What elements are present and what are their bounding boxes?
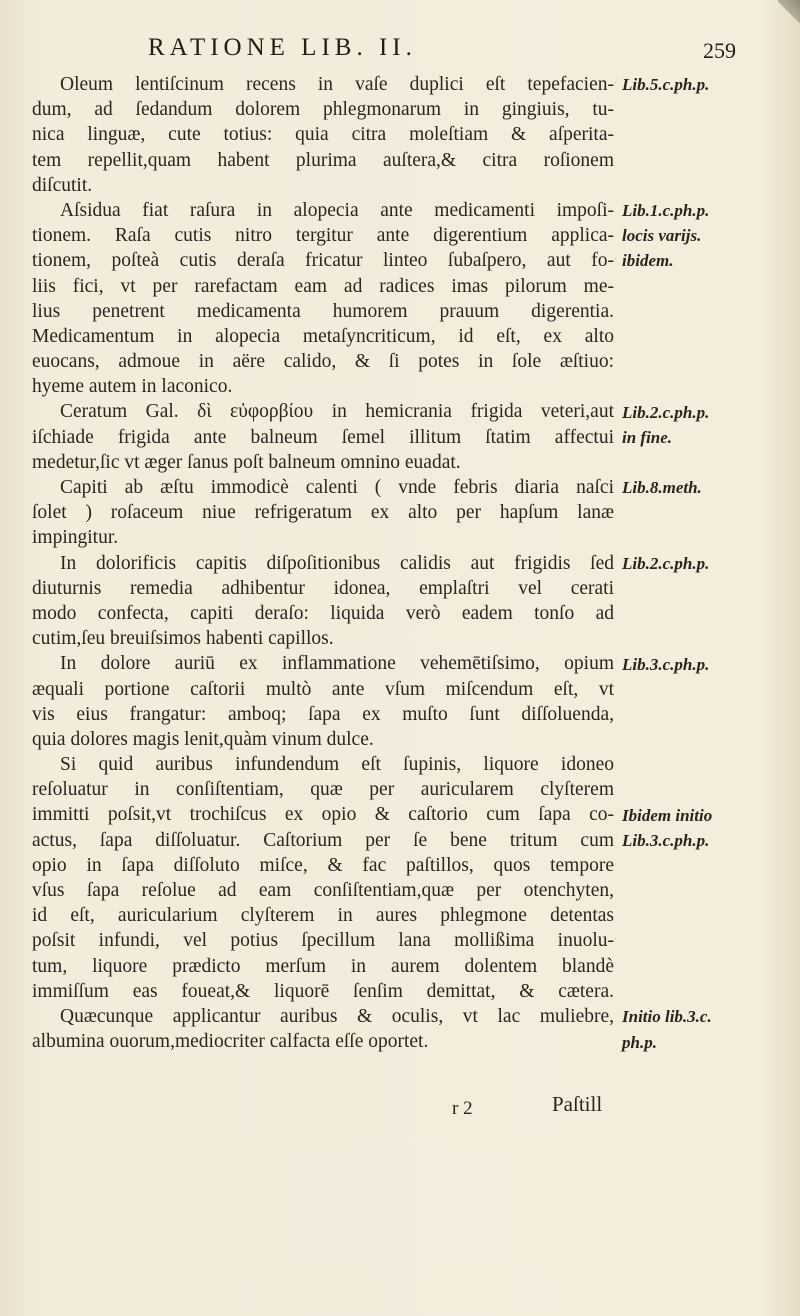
text-line: Oleum lentiſcinum recens in vaſe duplici eſt tepefacien- bbox=[60, 74, 614, 95]
margin-note: Lib.2.c.ph.p. bbox=[622, 402, 710, 422]
margin-note: in fine. bbox=[622, 427, 673, 447]
text-line: tem repellit,quam habent plurima auſtera,& citra roſionem bbox=[32, 149, 614, 171]
text-line: tionem. Raſa cutis nitro tergitur ante digerentium applica- bbox=[32, 225, 614, 247]
margin-note: ibidem. bbox=[622, 251, 674, 271]
margin-note: Lib.1.c.ph.p. bbox=[622, 201, 710, 220]
text-line: diſcutit. bbox=[32, 174, 93, 196]
text-line: vis eius frangatur: amboq; ſapa ex muſto ſunt diſſoluenda, bbox=[32, 703, 614, 725]
text-line: id eſt, auricularium clyſterem in aures phlegmone detentas bbox=[32, 905, 614, 927]
text-line: modo confecta, capiti deraſo: liquida verò eadem tonſo ad bbox=[32, 602, 614, 624]
text-line: ſolet ) roſaceum niue refrigeratum ex alto per hapſum lanæ bbox=[32, 502, 614, 524]
text-line: impingitur. bbox=[32, 527, 119, 549]
text-line: liis fici, vt per rarefactam eam ad radices imas pilorum me- bbox=[32, 275, 614, 297]
text-line: hyeme autem in laconico. bbox=[32, 376, 233, 398]
text-line: diuturnis remedia adhibentur idonea, emplaſtri vel cerati bbox=[32, 577, 614, 599]
margin-note: ph.p. bbox=[622, 1032, 657, 1052]
text-line: cutim,ſeu breuiſsimos habenti capillos. bbox=[32, 628, 334, 650]
page-number: 259 bbox=[703, 38, 736, 63]
page-corner-tab bbox=[778, 0, 800, 30]
text-line: immiſſum eas foueat,& liquorē ſenſim demittat, & cætera. bbox=[32, 980, 614, 1002]
margin-note: Lib.2.c.ph.p. bbox=[622, 553, 710, 573]
text-line: quia dolores magis lenit,quàm vinum dulce. bbox=[32, 728, 374, 750]
margin-note: Ibidem initio bbox=[622, 805, 713, 825]
text-line: Quæcunque applicantur auribus & oculis, vt lac muliebre, bbox=[60, 1005, 614, 1027]
text-line: Si quid auribus infundendum eſt ſupinis, liquore idoneo bbox=[60, 754, 614, 776]
text-line: iſchiade frigida ante balneum ſemel illitum ſtatim affectui bbox=[32, 426, 614, 448]
text-line: vſus ſapa reſolue ad eam conſiſtentiam,quæ per otenchyten, bbox=[32, 880, 614, 901]
text-line: Medicamentum in alopecia metaſyncriticum, id eſt, ex alto bbox=[32, 325, 614, 347]
margin-note: Initio lib.3.c. bbox=[622, 1007, 712, 1027]
text-line: lius penetrent medicamenta humorem prauum digerentia. bbox=[32, 300, 614, 322]
text-line: æquali portione caſtorii multò ante vſum miſcendum eſt, vt bbox=[32, 678, 614, 700]
text-line: reſoluatur in conſiſtentiam, quæ per auricularem clyſterem bbox=[32, 779, 614, 801]
page-header bbox=[148, 34, 736, 64]
text-line: nica linguæ, cute totius: quia citra moleſtiam & aſperita- bbox=[32, 124, 614, 146]
margin-note: Lib.5.c.ph.p. bbox=[622, 75, 710, 94]
margin-note: Lib.8.meth. bbox=[622, 478, 702, 498]
text-line: albumina ouorum,mediocriter calfacta eſſe oportet. bbox=[32, 1031, 429, 1053]
catchword: Paſtill bbox=[552, 1092, 603, 1116]
text-line: Aſsidua fiat raſura in alopecia ante medicamenti impoſi- bbox=[60, 199, 614, 221]
running-head: RATIONE LIB. II. bbox=[148, 34, 417, 61]
text-line: dum, ad ſedandum dolorem phlegmonarum in gingiuis, tu- bbox=[32, 99, 614, 121]
text-line: actus, ſapa diſſoluatur. Caſtorium per ſe bene tritum cum bbox=[32, 829, 614, 851]
text-line: tum, liquore prædicto merſum in aurem dolentem blandè bbox=[32, 955, 614, 977]
margin-note: locis varijs. bbox=[622, 226, 702, 246]
signature-mark: r 2 bbox=[452, 1098, 473, 1119]
margin-note: Lib.3.c.ph.p. bbox=[622, 831, 710, 850]
body-text bbox=[32, 72, 614, 1054]
text-line: euocans, admoue in aëre calido, & ſi potes in ſole æſtiuo: bbox=[32, 351, 614, 373]
margin-note: Lib.3.c.ph.p. bbox=[622, 654, 710, 674]
text-line: medetur,ſic vt æger ſanus poſt balneum omnino euadat. bbox=[32, 451, 461, 473]
text-line: immitti poſsit,vt trochiſcus ex opio & caſtorio cum ſapa co- bbox=[32, 804, 614, 826]
page-footer bbox=[0, 1092, 800, 1122]
text-line: tionem, poſteà cutis deraſa fricatur linteo ſubaſpero, aut fo- bbox=[32, 250, 614, 272]
text-line: opio in ſapa diſſoluto miſce, & fac paſtillos, quos tempore bbox=[32, 854, 614, 876]
text-line: poſsit infundi, vel potius ſpecillum lana mollißima inuolu- bbox=[32, 930, 614, 952]
text-line: Ceratum Gal. δὶ εὐφορβίου in hemicrania frigida veteri,aut bbox=[60, 401, 614, 423]
text-line: In dolorificis capitis diſpoſitionibus calidis aut frigidis ſed bbox=[60, 552, 614, 574]
text-line: In dolore auriū ex inflammatione vehemētiſsimo, opium bbox=[60, 653, 614, 675]
text-line: Capiti ab æſtu immodicè calenti ( vnde febris diaria naſci bbox=[60, 477, 614, 498]
